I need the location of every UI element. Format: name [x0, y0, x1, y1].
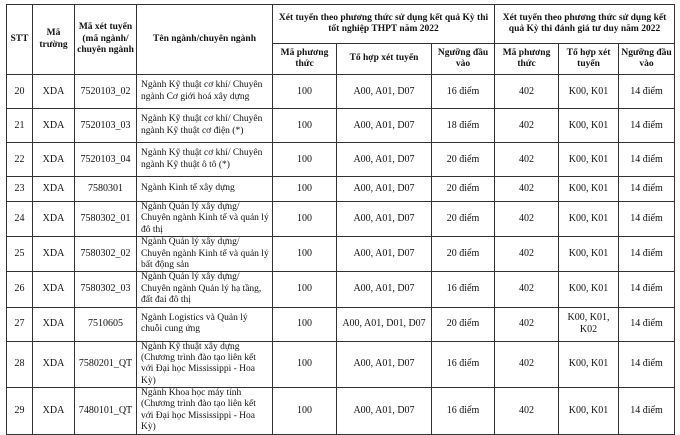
cell-ma-xet-tuyen: 7580201_QT: [75, 341, 137, 388]
cell-to-hop-tsa: K00, K01: [559, 272, 619, 307]
table-row: [7, 272, 675, 307]
cell-nguong-thpt: 16 điểm: [432, 341, 495, 388]
cell-ten-nganh: Ngành Khoa học máy tính (Chương trình đào tạo liên kết với Đại học Mississippi - Hoa Kỳ): [137, 388, 273, 435]
cell-to-hop-tsa: K00, K01: [559, 388, 619, 435]
cell-stt: 23: [7, 177, 33, 202]
header-to-hop-tsa: Tổ hợp xét tuyển: [559, 44, 619, 75]
table-row: [7, 109, 675, 143]
cell-to-hop-thpt: A00, A01, D07: [337, 75, 432, 109]
cell-ten-nganh: Ngành Kỹ thuật cơ khí/ Chuyên ngành Kỹ thuật cơ điện (*): [137, 109, 273, 143]
cell-ma-xet-tuyen: 7520103_02: [75, 75, 137, 109]
cell-ma-truong: XDA: [33, 202, 75, 237]
header-group-tsa: Xét tuyển theo phương thức sử dụng kết quả Kỳ thi đánh giá tư duy năm 2022: [495, 5, 675, 44]
cell-ma-xet-tuyen: 7580301: [75, 177, 137, 202]
header-nguong-thpt: Ngưỡng đầu vào: [432, 44, 495, 75]
cell-ten-nganh: Ngành Kỹ thuật cơ khí/ Chuyên ngành Cơ giới hoá xây dựng: [137, 75, 273, 109]
header-ten-nganh: Tên ngành/chuyên ngành: [137, 5, 273, 75]
cell-to-hop-thpt: A00, A01, D01, D07: [337, 307, 432, 341]
cell-nguong-tsa: 14 điểm: [619, 237, 675, 272]
cell-stt: 29: [7, 388, 33, 435]
cell-ma-xet-tuyen: 7520103_03: [75, 109, 137, 143]
cell-ma-phuong-thuc-tsa: 402: [495, 237, 559, 272]
cell-nguong-thpt: 20 điểm: [432, 307, 495, 341]
cell-to-hop-tsa: K00, K01: [559, 202, 619, 237]
cell-nguong-tsa: 14 điểm: [619, 177, 675, 202]
cell-ma-phuong-thuc-tsa: 402: [495, 388, 559, 435]
header-ma-phuong-thuc-thpt: Mã phương thức: [273, 44, 337, 75]
cell-ten-nganh: Ngành Quản lý xây dựng/ Chuyên ngành Quản lý hạ tầng, đất đai đô thị: [137, 272, 273, 307]
cell-to-hop-tsa: K00, K01, K02: [559, 307, 619, 341]
header-ma-phuong-thuc-tsa: Mã phương thức: [495, 44, 559, 75]
cell-ten-nganh: Ngành Kỹ thuật cơ khí/ Chuyên ngành Kỹ thuật ô tô (*): [137, 143, 273, 177]
header-nguong-tsa: Ngưỡng đầu vào: [619, 44, 675, 75]
cell-nguong-tsa: 14 điểm: [619, 388, 675, 435]
cell-to-hop-tsa: K00, K01: [559, 75, 619, 109]
cell-ma-xet-tuyen: 7510605: [75, 307, 137, 341]
cell-ma-truong: XDA: [33, 177, 75, 202]
header-group-thpt: Xét tuyển theo phương thức sử dụng kết quả Kỳ thi tốt nghiệp THPT năm 2022: [273, 5, 495, 44]
cell-ma-phuong-thuc-thpt: 100: [273, 388, 337, 435]
cell-to-hop-tsa: K00, K01: [559, 341, 619, 388]
cell-ma-truong: XDA: [33, 341, 75, 388]
cell-nguong-tsa: 14 điểm: [619, 143, 675, 177]
cell-stt: 27: [7, 307, 33, 341]
cell-ma-phuong-thuc-tsa: 402: [495, 177, 559, 202]
cell-nguong-tsa: 14 điểm: [619, 75, 675, 109]
table-row: [7, 237, 675, 272]
cell-to-hop-thpt: A00, A01, D07: [337, 177, 432, 202]
cell-stt: 25: [7, 237, 33, 272]
cell-ma-phuong-thuc-tsa: 402: [495, 307, 559, 341]
cell-ma-phuong-thuc-tsa: 402: [495, 341, 559, 388]
cell-stt: 28: [7, 341, 33, 388]
cell-ten-nganh: Ngành Kinh tế xây dựng: [137, 177, 273, 202]
cell-ma-phuong-thuc-thpt: 100: [273, 202, 337, 237]
cell-nguong-tsa: 14 điểm: [619, 272, 675, 307]
cell-ma-truong: XDA: [33, 109, 75, 143]
cell-ma-xet-tuyen: 7520103_04: [75, 143, 137, 177]
cell-stt: 20: [7, 75, 33, 109]
cell-nguong-thpt: 20 điểm: [432, 237, 495, 272]
cell-ma-xet-tuyen: 7580302_02: [75, 237, 137, 272]
table-row: [7, 75, 675, 109]
cell-ma-phuong-thuc-tsa: 402: [495, 75, 559, 109]
cell-nguong-tsa: 14 điểm: [619, 341, 675, 388]
cell-ma-phuong-thuc-thpt: 100: [273, 341, 337, 388]
cell-nguong-thpt: 20 điểm: [432, 202, 495, 237]
cell-ma-xet-tuyen: 7580302_03: [75, 272, 137, 307]
table-row: [7, 177, 675, 202]
cell-ma-phuong-thuc-thpt: 100: [273, 109, 337, 143]
cell-ma-truong: XDA: [33, 272, 75, 307]
cell-to-hop-thpt: A00, A01, D07: [337, 341, 432, 388]
table-row: [7, 341, 675, 388]
header-ma-truong: Mã trường: [33, 5, 75, 75]
cell-stt: 24: [7, 202, 33, 237]
cell-ma-xet-tuyen: 7480101_QT: [75, 388, 137, 435]
cell-stt: 21: [7, 109, 33, 143]
cell-nguong-thpt: 16 điểm: [432, 75, 495, 109]
cell-nguong-thpt: 20 điểm: [432, 143, 495, 177]
table-row: [7, 388, 675, 435]
cell-to-hop-tsa: K00, K01: [559, 109, 619, 143]
cell-to-hop-tsa: K00, K01: [559, 177, 619, 202]
cell-to-hop-tsa: K00, K01: [559, 237, 619, 272]
header-stt: STT: [7, 5, 33, 75]
cell-nguong-thpt: 16 điểm: [432, 272, 495, 307]
cell-ma-phuong-thuc-thpt: 100: [273, 177, 337, 202]
cell-ma-xet-tuyen: 7580302_01: [75, 202, 137, 237]
cell-ten-nganh: Ngành Quản lý xây dựng/ Chuyên ngành Kinh tế và quản lý bất động sản: [137, 237, 273, 272]
cell-to-hop-thpt: A00, A01, D07: [337, 143, 432, 177]
cell-nguong-tsa: 14 điểm: [619, 109, 675, 143]
cell-ma-phuong-thuc-thpt: 100: [273, 272, 337, 307]
cell-to-hop-thpt: A00, A01, D07: [337, 272, 432, 307]
cell-ma-phuong-thuc-thpt: 100: [273, 237, 337, 272]
cell-ten-nganh: Ngành Logistics và Quản lý chuỗi cung ứng: [137, 307, 273, 341]
cell-nguong-thpt: 18 điểm: [432, 109, 495, 143]
cell-ten-nganh: Ngành Kỹ thuật xây dựng (Chương trình đào tạo liên kết với Đại học Mississippi - Hoa Kỳ): [137, 341, 273, 388]
cell-ma-phuong-thuc-tsa: 402: [495, 109, 559, 143]
cell-ma-truong: XDA: [33, 237, 75, 272]
cell-nguong-thpt: 16 điểm: [432, 388, 495, 435]
admission-table-container: [6, 4, 674, 435]
cell-ma-phuong-thuc-thpt: 100: [273, 143, 337, 177]
cell-ma-phuong-thuc-thpt: 100: [273, 75, 337, 109]
cell-to-hop-thpt: A00, A01, D07: [337, 202, 432, 237]
cell-ma-phuong-thuc-tsa: 402: [495, 202, 559, 237]
cell-ma-truong: XDA: [33, 388, 75, 435]
header-ma-xet-tuyen: Mã xét tuyển (mã ngành/ chuyên ngành: [75, 5, 137, 75]
cell-to-hop-thpt: A00, A01, D07: [337, 109, 432, 143]
cell-stt: 26: [7, 272, 33, 307]
table-row: [7, 143, 675, 177]
cell-nguong-thpt: 20 điểm: [432, 177, 495, 202]
cell-ma-phuong-thuc-tsa: 402: [495, 272, 559, 307]
cell-to-hop-thpt: A00, A01, D07: [337, 237, 432, 272]
cell-ma-truong: XDA: [33, 307, 75, 341]
cell-stt: 22: [7, 143, 33, 177]
cell-ma-phuong-thuc-tsa: 402: [495, 143, 559, 177]
cell-to-hop-tsa: K00, K01: [559, 143, 619, 177]
table-row: [7, 202, 675, 237]
cell-nguong-tsa: 14 điểm: [619, 202, 675, 237]
cell-to-hop-thpt: A00, A01, D07: [337, 388, 432, 435]
cell-ten-nganh: Ngành Quản lý xây dựng/ Chuyên ngành Kinh tế và quản lý đô thị: [137, 202, 273, 237]
header-to-hop-thpt: Tổ hợp xét tuyển: [337, 44, 432, 75]
cell-ma-phuong-thuc-thpt: 100: [273, 307, 337, 341]
table-row: [7, 307, 675, 341]
cell-ma-truong: XDA: [33, 75, 75, 109]
cell-ma-truong: XDA: [33, 143, 75, 177]
admission-table: [6, 4, 675, 435]
cell-nguong-tsa: 14 điểm: [619, 307, 675, 341]
